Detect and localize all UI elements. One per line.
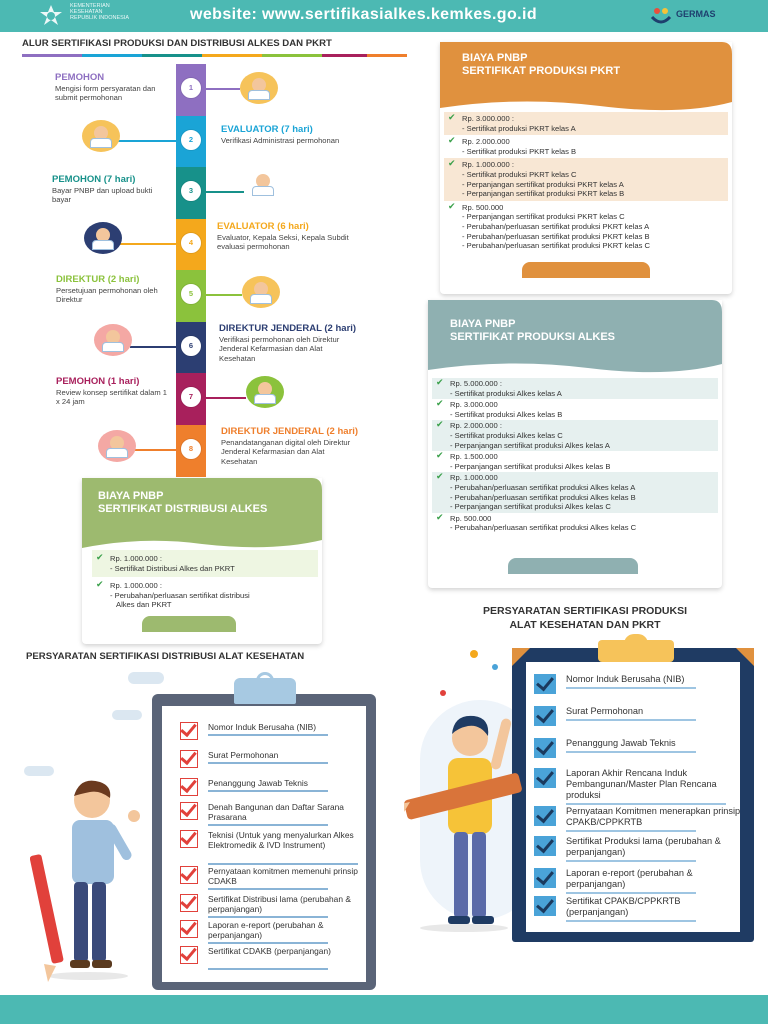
step-title: EVALUATOR (6 hari) [217, 221, 309, 232]
alkes-card-footer-tab [508, 558, 638, 574]
checked-box-icon [534, 738, 556, 758]
clip-ring-icon [624, 634, 648, 644]
checked-box-icon [180, 894, 198, 912]
checklist-document-icon [82, 120, 120, 152]
fee-row [444, 158, 728, 200]
fee-amount-text: Rp. 1.500.000 [450, 452, 498, 462]
underline [566, 719, 696, 721]
step-connector [120, 243, 176, 245]
alkes-card-title [428, 310, 615, 344]
requirement-item: Surat Permohonan [566, 706, 644, 716]
fee-amount-text: Rp. 3.000.000 : [462, 114, 514, 123]
step-title: DIREKTUR JENDERAL (2 hari) [219, 323, 357, 334]
fee-row [432, 513, 718, 534]
boy-with-pencil-icon [30, 776, 150, 982]
fee-amount-text: Rp. 1.000.000 : [462, 160, 514, 170]
step-description: Evaluator, Kepala Seksi, Kepala Subdit evaluasi permohonan [217, 233, 349, 252]
title-underline-blue [82, 54, 142, 57]
fee-item: - Perubahan/perluasan sertifikat produksi Alkes kelas A [450, 482, 636, 492]
distribusi-fee-list [92, 550, 318, 614]
distribusi-clipboard [152, 694, 376, 990]
alkes-title-line1: BIAYA PNBP [450, 318, 516, 330]
check-icon: ✔ [96, 579, 104, 590]
checked-box-icon [180, 946, 198, 964]
fee-amount [436, 452, 716, 462]
fee-item: - Sertifikat produksi Alkes kelas C [450, 430, 563, 440]
step-number-badge: 5 [181, 284, 201, 304]
title-underline-green [262, 54, 322, 57]
step-description: Mengisi form persyaratan dan submit permohonan [55, 84, 156, 103]
check-icon: ✔ [448, 112, 456, 122]
fee-amount [448, 160, 726, 170]
step-connector [206, 88, 240, 90]
germas-logo-icon [650, 5, 672, 27]
fee-row [444, 201, 728, 253]
checked-box-icon [180, 722, 198, 740]
step-number-badge: 2 [181, 130, 201, 150]
dot-icon [470, 650, 478, 658]
title-underline-magenta [322, 54, 367, 57]
fee-item: - Perubahan/perluasan sertifikat produksi PKRT kelas A [462, 221, 650, 231]
underline [208, 916, 328, 918]
check-icon: ✔ [436, 511, 444, 522]
pkrt-fee-card [440, 42, 732, 294]
pkrt-card-title [440, 44, 620, 78]
fee-item: - Perpanjangan sertifikat produksi Alkes kelas A [450, 440, 610, 450]
distribusi-requirements-title: PERSYARATAN SERTIFIKASI DISTRIBUSI ALAT KESEHATAN [26, 651, 305, 662]
requirement-item: Denah Bangunan dan Daftar Sarana Prasarana [208, 802, 344, 823]
step-number-badge: 8 [181, 439, 201, 459]
check-icon: ✔ [436, 419, 444, 430]
director-laptop-icon [242, 276, 280, 308]
fee-row [92, 550, 318, 577]
fee-amount [448, 200, 726, 213]
checked-box-icon [534, 806, 556, 826]
fee-row [432, 399, 718, 420]
step-connector [130, 346, 176, 348]
fee-item: - Sertifikat Distribusi Alkes dan PKRT [110, 563, 235, 573]
payment-money-body-icon [252, 186, 274, 196]
fee-item: - Perpanjangan sertifikat produksi PKRT kelas B [462, 189, 625, 199]
fee-amount-text: Rp. 2.000.000 [462, 137, 510, 147]
fee-amount-text: Rp. 1.000.000 [450, 473, 498, 483]
director-general-laptop-body-icon [102, 342, 124, 352]
underline [208, 790, 328, 792]
fee-amount [436, 400, 716, 410]
applicant-laptop-icon [240, 72, 278, 104]
checked-box-icon [534, 836, 556, 856]
requirement-item: Sertifikat Produksi lama (perubahan & perpanjangan) [566, 836, 721, 857]
distribusi-title-line2: SERTIFIKAT DISTRIBUSI ALKES [98, 503, 268, 515]
cloud-icon [24, 766, 54, 776]
requirement-item: Laporan e-report (perubahan & perpanjangan) [566, 868, 693, 889]
distribusi-fee-card [82, 478, 322, 644]
dot-icon [492, 664, 498, 670]
payment-money-icon [244, 168, 282, 200]
step-connector [206, 397, 246, 399]
step-title: DIREKTUR JENDERAL (2 hari) [221, 426, 359, 437]
fee-amount-text: Rp. 1.000.000 : [110, 581, 162, 591]
fee-item: - Sertifikat produksi PKRT kelas C [462, 169, 577, 179]
check-icon: ✔ [448, 158, 456, 169]
director-general-laptop-icon [94, 324, 132, 356]
alkes-title-line2: SERTIFIKAT PRODUKSI ALKES [450, 331, 616, 343]
checked-box-icon [180, 778, 198, 796]
fee-row [444, 135, 728, 158]
step-description: Penandatanganan digital oleh Direktur Jenderal Kefarmasian dan Alat Kesehatan [221, 438, 351, 466]
step-title: PEMOHON (7 hari) [52, 174, 136, 185]
requirement-item: Sertifikat CPAKB/CPPKRTB (perpanjangan) [566, 896, 681, 917]
fee-row [432, 420, 718, 451]
checked-box-icon [180, 866, 198, 884]
step-connector [206, 191, 244, 193]
requirement-item: Nomor Induk Berusaha (NIB) [208, 722, 316, 732]
check-icon: ✔ [96, 552, 104, 562]
fee-amount [448, 114, 726, 124]
fee-item: - Perubahan/perluasan sertifikat produksi PKRT kelas B [462, 231, 650, 241]
checked-box-icon [534, 674, 556, 694]
produksi-requirement-list [512, 648, 754, 942]
requirement-item: Laporan e-report (perubahan & perpanjangan) [208, 920, 324, 941]
underline [566, 860, 696, 862]
checked-box-icon [180, 920, 198, 938]
underline [566, 687, 696, 689]
signature-laptop-icon [98, 430, 136, 462]
review-certificate-icon [246, 376, 284, 408]
kemenkes-logo-icon [38, 3, 64, 29]
fee-row [444, 112, 728, 135]
fee-item: - Perpanjangan sertifikat produksi Alkes kelas C [450, 502, 611, 512]
underline [208, 942, 328, 944]
director-laptop-body-icon [250, 294, 272, 304]
fee-amount [436, 421, 716, 431]
fee-amount-text: Rp. 3.000.000 [450, 400, 498, 410]
cloud-icon [112, 710, 142, 720]
requirement-item: Pernyataan Komitmen menerapkan prinsip CPAKB/CPPKRTB [566, 806, 741, 827]
requirement-item: Penanggung Jawab Teknis [208, 778, 308, 788]
title-underline-purple [22, 54, 82, 57]
distribusi-title-line1: BIAYA PNBP [98, 490, 164, 502]
applicant-laptop-body-icon [248, 90, 270, 100]
review-certificate-body-icon [254, 394, 276, 404]
requirement-item: Pernyataan komitmen memenuhi prinsip CDAKB [208, 866, 358, 887]
requirement-item: Teknisi (Untuk yang menyalurkan Alkes Elektromedik & IVD Instrument) [208, 830, 354, 851]
fee-amount-text: Rp. 2.000.000 : [450, 421, 502, 431]
distribusi-requirement-list [152, 694, 376, 990]
fee-amount [96, 554, 316, 564]
fee-item: - Sertifikat produksi Alkes kelas B [450, 409, 563, 419]
check-icon: ✔ [436, 450, 444, 461]
pkrt-title-line2: SERTIFIKAT PRODUKSI PKRT [462, 65, 621, 77]
fee-row [432, 378, 718, 399]
produksi-title-line1: PERSYARATAN SERTIFIKASI PRODUKSI [483, 605, 687, 617]
fee-item: - Perubahan/perluasan sertifikat produksi Alkes kelas B [450, 492, 636, 502]
underline [208, 734, 328, 736]
distribusi-card-footer-tab [142, 616, 236, 632]
produksi-title-line2: ALAT KESEHATAN DAN PKRT [509, 619, 661, 631]
dot-icon [440, 690, 446, 696]
pkrt-card-footer-tab [522, 262, 650, 278]
step-number-badge: 6 [181, 336, 201, 356]
fee-amount [448, 137, 726, 147]
step-description: Persetujuan permohonan oleh Direktur [56, 286, 158, 305]
pkrt-fee-list [444, 112, 728, 253]
underline [208, 888, 328, 890]
requirement-item: Sertifikat Distribusi lama (perubahan & perpanjangan) [208, 894, 351, 915]
checked-box-icon [180, 802, 198, 820]
step-title: DIREKTUR (2 hari) [56, 274, 140, 285]
header-bar [0, 0, 768, 32]
underline [566, 830, 696, 832]
step-number-badge: 1 [181, 78, 201, 98]
checked-box-icon [534, 706, 556, 726]
step-description: Verifikasi permohonan oleh Direktur Jenderal Kefarmasian dan Alat Kesehatan [219, 335, 340, 363]
underline [566, 892, 696, 894]
evaluation-pen-icon [84, 222, 122, 254]
pkrt-title-line1: BIAYA PNBP [462, 52, 528, 64]
fee-row [92, 577, 318, 614]
fee-amount-text: Rp. 1.000.000 : [110, 554, 162, 563]
checked-box-icon [534, 896, 556, 916]
check-icon: ✔ [436, 471, 444, 482]
requirement-item: Nomor Induk Berusaha (NIB) [566, 674, 685, 684]
step-title: PEMOHON (1 hari) [56, 376, 140, 387]
ministry-name: KEMENTERIAN KESEHATAN REPUBLIK INDONESIA [70, 3, 129, 21]
fee-item: - Perubahan/perluasan sertifikat produksi Alkes kelas C [450, 523, 637, 533]
title-underline-teal [142, 54, 202, 57]
fee-item: - Perpanjangan sertifikat produksi PKRT kelas A [462, 179, 624, 189]
checked-box-icon [180, 750, 198, 768]
fee-item: - Sertifikat produksi PKRT kelas A [462, 123, 576, 133]
fee-amount [436, 379, 716, 389]
step-connector [134, 449, 176, 451]
fee-item: - Perubahan/perluasan sertifikat distribusi [110, 590, 250, 600]
flow-title: ALUR SERTIFIKASI PRODUKSI DAN DISTRIBUSI ALKES DAN PKRT [22, 38, 332, 49]
footer-bar [0, 995, 768, 1024]
fee-row [432, 451, 718, 472]
checked-box-icon [534, 868, 556, 888]
checked-box-icon [534, 768, 556, 788]
title-underline-orange [367, 54, 407, 57]
fee-item: - Perubahan/perluasan sertifikat produksi PKRT kelas C [462, 241, 650, 251]
step-description: Bayar PNBP dan upload bukti bayar [52, 186, 153, 205]
requirement-item: Penanggung Jawab Teknis [566, 738, 676, 748]
fee-row [432, 472, 718, 512]
fee-item: - Sertifikat produksi Alkes kelas A [450, 388, 562, 398]
fee-amount [436, 473, 716, 483]
cloud-icon [128, 672, 164, 684]
fee-amount-text: Rp. 500.000 [462, 202, 504, 212]
requirement-item: Sertifikat CDAKB (perpanjangan) [208, 946, 331, 956]
step-description: Review konsep sertifikat dalam 1 x 24 jam [56, 388, 168, 407]
website-url[interactable]: website: www.sertifikasialkes.kemkes.go.id [190, 6, 538, 23]
title-underline-yellow [202, 54, 262, 57]
fee-item: - Perpanjangan sertifikat produksi PKRT kelas C [462, 212, 625, 222]
fee-amount [96, 581, 316, 591]
requirement-item: Surat Permohonan [208, 750, 279, 760]
underline [566, 803, 726, 805]
requirement-item: Laporan Akhir Rencana Induk Pembangunan/Master Plan Rencana produksi [566, 768, 717, 800]
check-icon: ✔ [448, 135, 456, 146]
clip-ring-icon [256, 672, 274, 684]
check-icon: ✔ [436, 377, 444, 387]
fee-item: Alkes dan PKRT [116, 600, 172, 610]
step-number-badge: 7 [181, 387, 201, 407]
underline [208, 968, 328, 970]
checklist-document-body-icon [90, 138, 112, 148]
check-icon: ✔ [436, 398, 444, 409]
fee-item: - Perpanjangan sertifikat produksi Alkes kelas B [450, 461, 611, 471]
step-title: EVALUATOR (7 hari) [221, 124, 313, 135]
underline [566, 751, 696, 753]
underline [208, 762, 328, 764]
fee-amount [436, 511, 716, 524]
check-icon: ✔ [448, 200, 456, 211]
underline [208, 824, 328, 826]
alkes-fee-card [428, 300, 722, 588]
alkes-fee-list [432, 378, 718, 534]
fee-amount-text: Rp. 5.000.000 : [450, 379, 502, 388]
fee-item: - Sertifikat produksi PKRT kelas B [462, 146, 577, 156]
distribusi-card-title [76, 482, 267, 516]
step-connector [206, 294, 242, 296]
step-title: PEMOHON [55, 72, 105, 83]
evaluation-pen-body-icon [92, 240, 114, 250]
boy-holding-pencil-icon [404, 708, 528, 934]
underline [566, 920, 696, 922]
step-description: Verifikasi Administrasi permohonan [221, 136, 340, 145]
step-connector [118, 140, 176, 142]
signature-laptop-body-icon [106, 448, 128, 458]
step-number-badge: 3 [181, 181, 201, 201]
germas-label: GERMAS [676, 9, 716, 19]
step-number-badge: 4 [181, 233, 201, 253]
fee-amount-text: Rp. 500.000 [450, 513, 492, 523]
produksi-clipboard [512, 648, 754, 942]
underline [208, 863, 358, 865]
checked-box-icon [180, 830, 198, 848]
produksi-requirements-title [440, 604, 730, 632]
